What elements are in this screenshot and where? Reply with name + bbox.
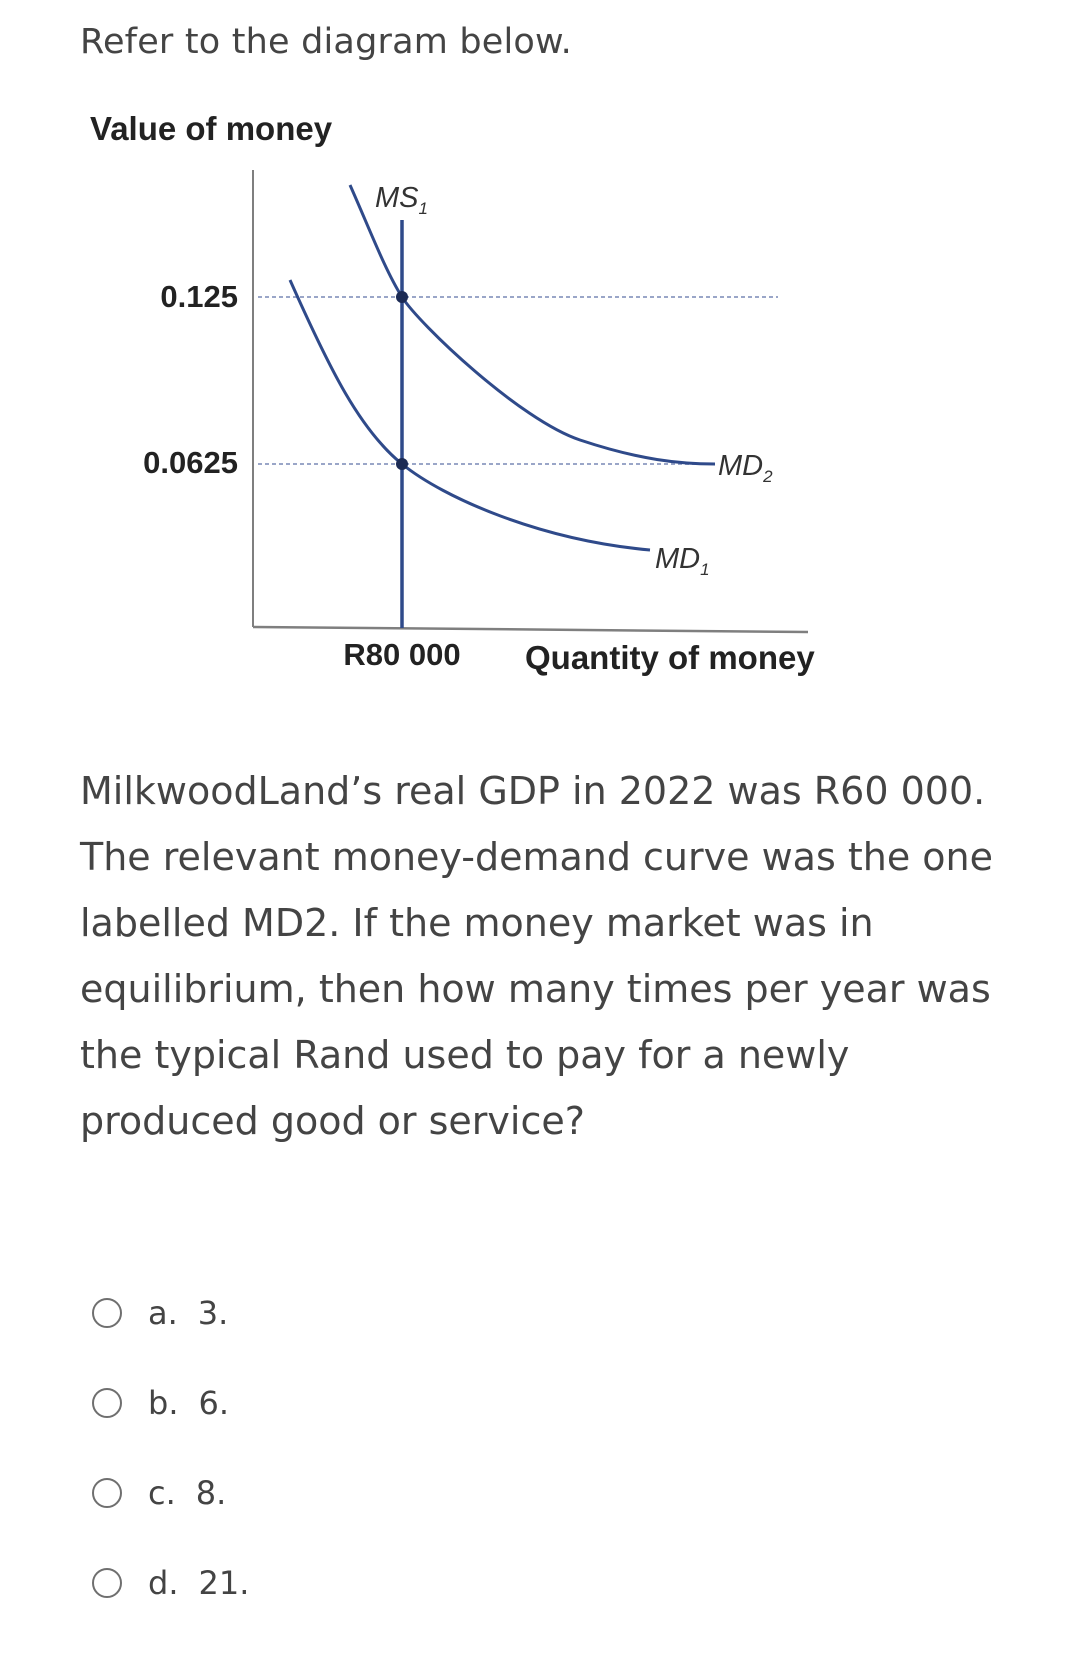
option-d-value: 21. bbox=[198, 1564, 250, 1602]
md2-curve bbox=[350, 185, 715, 464]
option-c-letter: c. bbox=[148, 1474, 176, 1512]
option-b-value: 6. bbox=[198, 1384, 230, 1422]
money-market-chart bbox=[0, 100, 1080, 720]
option-b[interactable] bbox=[92, 1378, 492, 1428]
option-b-letter: b. bbox=[148, 1384, 179, 1422]
y-tick-0125: 0.125 bbox=[160, 279, 238, 314]
option-c-value: 8. bbox=[195, 1474, 227, 1512]
radio-c[interactable] bbox=[92, 1478, 122, 1508]
x-axis-title: Quantity of money bbox=[525, 639, 815, 676]
x-axis bbox=[253, 627, 808, 632]
question-text: MilkwoodLand’s real GDP in 2022 was R60 000. The relevant money-demand curve was the one labelled MD2. If the money market was in equilibrium, then how many times per year was the typical Rand used to pay for a newly produced good or service? bbox=[80, 769, 993, 1143]
option-a-value: 3. bbox=[197, 1294, 229, 1332]
option-d[interactable] bbox=[92, 1558, 492, 1608]
y-axis-title: Value of money bbox=[90, 110, 333, 147]
money-market-diagram bbox=[0, 100, 1080, 720]
y-tick-00625: 0.0625 bbox=[143, 445, 238, 480]
radio-d[interactable] bbox=[92, 1568, 122, 1598]
option-a-letter: a. bbox=[148, 1294, 178, 1332]
x-tick-r80000: R80 000 bbox=[343, 637, 461, 672]
option-d-letter: d. bbox=[148, 1564, 179, 1602]
radio-a[interactable] bbox=[92, 1298, 122, 1328]
option-a[interactable] bbox=[92, 1288, 492, 1338]
equilibrium-point-md2 bbox=[396, 291, 408, 303]
option-c[interactable] bbox=[92, 1468, 492, 1518]
equilibrium-point-md1 bbox=[396, 458, 408, 470]
md2-label: $MD_2$ bbox=[718, 450, 773, 486]
md1-label: $MD_1$ bbox=[655, 543, 710, 579]
ms1-label: $MS_1$ bbox=[375, 182, 428, 218]
intro-text: Refer to the diagram below. bbox=[80, 22, 572, 62]
md1-curve bbox=[290, 280, 650, 550]
radio-b[interactable] bbox=[92, 1388, 122, 1418]
